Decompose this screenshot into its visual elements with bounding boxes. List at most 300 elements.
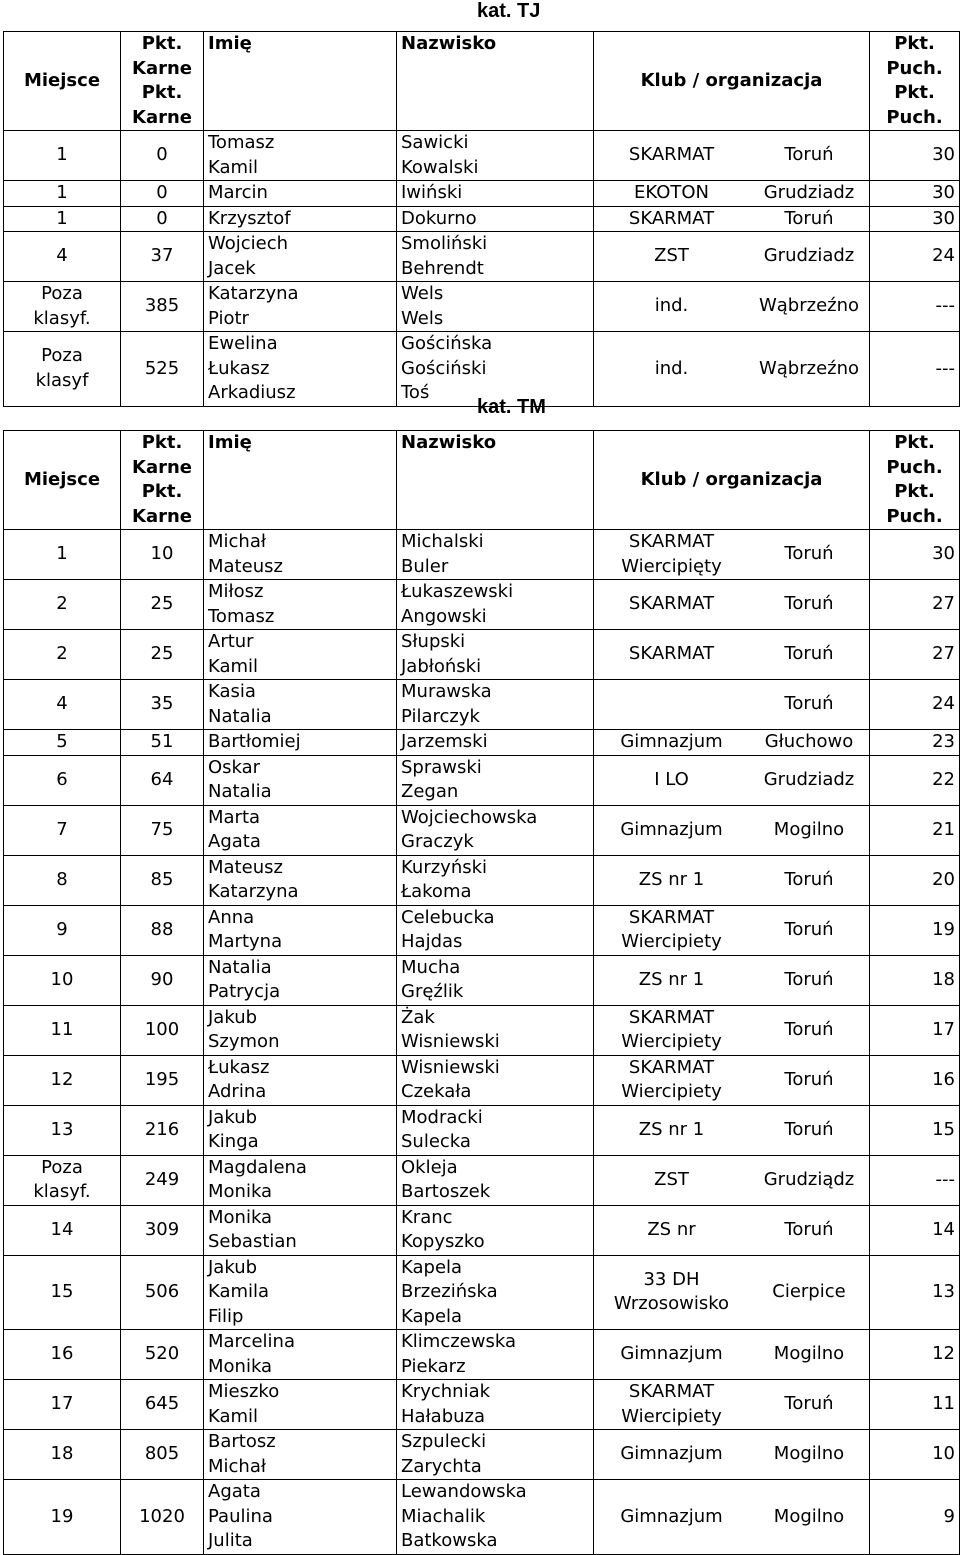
club-city: Toruń <box>784 1393 834 1415</box>
first-name-cell-line: Patrycja <box>208 981 281 1002</box>
first-name-cell-line: Kasia <box>208 681 256 702</box>
club-cell <box>594 805 870 855</box>
club-city: Głuchowo <box>764 731 854 752</box>
first-name-cell-line: Mateusz <box>208 555 283 577</box>
first-name-cell-line: Artur <box>208 631 254 652</box>
last-name-cell-line: Klimczewska <box>401 1331 516 1352</box>
club-name: SKARMAT <box>628 1381 715 1402</box>
club-cell <box>594 1330 870 1380</box>
place-cell-line: 12 <box>50 1068 74 1090</box>
last-name-cell-line: Mucha <box>401 956 461 978</box>
points-cell: 27 <box>870 580 960 630</box>
table-row <box>4 755 960 805</box>
club-name: Gimnazjum <box>620 1343 723 1365</box>
last-name-cell-line: Jabłoński <box>401 655 482 677</box>
last-name-cell-line: Toś <box>401 382 430 403</box>
place-cell <box>4 1005 121 1055</box>
club-name: SKARMAT <box>628 144 715 166</box>
table-row <box>4 1155 960 1205</box>
first-name-cell <box>204 206 397 232</box>
last-name-cell <box>397 680 594 730</box>
club-name: Wrzosowisko <box>613 1293 730 1315</box>
club-city: Toruń <box>784 918 834 940</box>
last-name-cell <box>397 1480 594 1555</box>
first-name-cell <box>204 181 397 207</box>
penalty-cell: 25 <box>121 630 204 680</box>
place-cell-line: Poza <box>41 1156 83 1178</box>
last-name-cell <box>397 206 594 232</box>
last-name-cell <box>397 805 594 855</box>
penalty-cell: 25 <box>121 580 204 630</box>
club-cell <box>594 1430 870 1480</box>
last-name-cell-line: Brzezińska <box>401 1281 498 1302</box>
club-cell <box>594 730 870 756</box>
first-name-cell-line: Piotr <box>208 307 249 329</box>
last-name-cell <box>397 905 594 955</box>
club-cell <box>594 131 870 181</box>
last-name-cell <box>397 1105 594 1155</box>
first-name-cell-line: Filip <box>208 1305 244 1327</box>
tm-title: kat. TM <box>477 396 546 418</box>
place-cell <box>4 1255 121 1330</box>
club-cell <box>594 680 870 730</box>
last-name-cell-line: Gręźlik <box>401 981 464 1002</box>
place-cell <box>4 1430 121 1480</box>
penalty-cell: 1020 <box>121 1480 204 1555</box>
place-cell <box>4 1480 121 1555</box>
col-header-first-name: Imię <box>204 431 397 530</box>
col-header-place: Miejsce <box>4 431 121 530</box>
first-name-cell <box>204 905 397 955</box>
col-header-club: Klub / organizacja <box>594 32 870 131</box>
club-name: Wiercipiety <box>621 1081 722 1102</box>
last-name-cell <box>397 1380 594 1430</box>
first-name-cell-line: Monika <box>208 1181 273 1202</box>
col-header-last-name: Nazwisko <box>397 431 594 530</box>
club-cell <box>594 1480 870 1555</box>
last-name-cell-line: Gościński <box>401 357 487 379</box>
first-name-cell <box>204 755 397 805</box>
place-cell-line: 1 <box>56 182 68 203</box>
place-cell <box>4 1105 121 1155</box>
club-name: Gimnazjum <box>620 731 723 752</box>
place-cell-line: 17 <box>50 1393 74 1415</box>
points-cell: 30 <box>870 206 960 232</box>
first-name-cell-line: Michał <box>208 531 266 552</box>
club-name: Wiercipięty <box>621 555 722 577</box>
first-name-cell-line: Marcelina <box>208 1331 295 1352</box>
penalty-cell: 64 <box>121 755 204 805</box>
place-cell <box>4 1205 121 1255</box>
points-cell: 24 <box>870 680 960 730</box>
first-name-cell-line: Sebastian <box>208 1231 297 1252</box>
club-city: Wąbrzeźno <box>758 295 860 317</box>
first-name-cell-line: Michał <box>208 1455 266 1477</box>
club-name: SKARMAT <box>628 1056 715 1078</box>
table-row <box>4 955 960 1005</box>
last-name-cell-line: Iwiński <box>401 182 463 203</box>
club-city: Wąbrzeźno <box>758 357 860 379</box>
tm-results-table <box>3 430 960 1555</box>
club-name: SKARMAT <box>628 593 715 615</box>
place-cell-line: 2 <box>56 593 68 615</box>
last-name-cell-line: Kapela <box>401 1256 463 1278</box>
first-name-cell-line: Natalia <box>208 956 272 978</box>
first-name-cell-line: Krzysztof <box>208 207 291 229</box>
last-name-cell-line: Kranc <box>401 1206 453 1228</box>
club-city: Toruń <box>784 643 834 665</box>
club-city: Mogilno <box>773 1343 845 1365</box>
last-name-cell-line: Sawicki <box>401 132 469 153</box>
last-name-cell <box>397 755 594 805</box>
place-cell-line: 2 <box>56 643 68 665</box>
club-name: SKARMAT <box>628 906 715 928</box>
table-row <box>4 530 960 580</box>
club-name: ZS nr 1 <box>638 868 705 890</box>
table-row <box>4 630 960 680</box>
club-cell <box>594 1055 870 1105</box>
club-cell <box>594 1155 870 1205</box>
club-city: Grudziądz <box>763 1168 855 1190</box>
club-name: Gimnazjum <box>620 1505 723 1527</box>
first-name-cell <box>204 580 397 630</box>
col-header-first-name: Imię <box>204 32 397 131</box>
club-city: Toruń <box>784 968 834 990</box>
col-header-penalty: Pkt. Karne Pkt. Karne <box>121 431 204 530</box>
place-cell <box>4 131 121 181</box>
first-name-cell-line: Martyna <box>208 931 283 952</box>
penalty-cell: 385 <box>121 282 204 332</box>
club-city: Toruń <box>784 868 834 890</box>
club-name: ZS nr 1 <box>638 968 705 990</box>
last-name-cell-line: Dokurno <box>401 207 477 229</box>
place-cell <box>4 1055 121 1105</box>
first-name-cell <box>204 1330 397 1380</box>
last-name-cell-line: Wisniewski <box>401 1056 500 1078</box>
col-header-club: Klub / organizacja <box>594 431 870 530</box>
points-cell: 15 <box>870 1105 960 1155</box>
last-name-cell-line: Kapela <box>401 1305 463 1327</box>
last-name-cell-line: Bartoszek <box>401 1181 491 1202</box>
club-city: Toruń <box>784 1218 834 1240</box>
points-cell: 27 <box>870 630 960 680</box>
last-name-cell <box>397 332 594 407</box>
first-name-cell <box>204 1005 397 1055</box>
club-cell <box>594 630 870 680</box>
table-row <box>4 282 960 332</box>
first-name-cell-line: Jakub <box>208 1106 258 1128</box>
club-cell <box>594 1005 870 1055</box>
first-name-cell-line: Oskar <box>208 756 261 778</box>
points-cell: 12 <box>870 1330 960 1380</box>
penalty-cell: 195 <box>121 1055 204 1105</box>
penalty-cell: 10 <box>121 530 204 580</box>
place-cell <box>4 680 121 730</box>
place-cell-line: klasyf. <box>33 307 91 329</box>
table-row <box>4 1055 960 1105</box>
first-name-cell-line: Monika <box>208 1206 273 1228</box>
place-cell-line: 1 <box>56 543 68 565</box>
last-name-cell <box>397 955 594 1005</box>
table-row <box>4 805 960 855</box>
table-row <box>4 181 960 207</box>
first-name-cell <box>204 630 397 680</box>
last-name-cell-line: Okleja <box>401 1156 458 1178</box>
last-name-cell-line: Kopyszko <box>401 1231 485 1252</box>
place-cell <box>4 181 121 207</box>
club-city: Toruń <box>784 144 834 166</box>
penalty-cell: 309 <box>121 1205 204 1255</box>
last-name-cell-line: Sprawski <box>401 756 482 778</box>
table-row <box>4 1105 960 1155</box>
penalty-cell: 805 <box>121 1430 204 1480</box>
club-cell <box>594 530 870 580</box>
club-city: Grudziadz <box>763 182 855 203</box>
first-name-cell <box>204 1430 397 1480</box>
place-cell-line: 1 <box>56 207 68 229</box>
points-cell: --- <box>870 332 960 407</box>
last-name-cell-line: Czekała <box>401 1081 472 1102</box>
table-row <box>4 1380 960 1430</box>
tj-title: kat. TJ <box>477 0 541 22</box>
points-cell: 20 <box>870 855 960 905</box>
first-name-cell <box>204 855 397 905</box>
last-name-cell-line: Zarychta <box>401 1455 482 1477</box>
last-name-cell <box>397 730 594 756</box>
last-name-cell-line: Miachalik <box>401 1505 486 1527</box>
first-name-cell <box>204 730 397 756</box>
first-name-cell-line: Mieszko <box>208 1381 280 1402</box>
place-cell <box>4 755 121 805</box>
table-row <box>4 680 960 730</box>
first-name-cell-line: Łukasz <box>208 357 270 379</box>
last-name-cell-line: Jarzemski <box>401 731 488 752</box>
last-name-cell-line: Żak <box>401 1006 435 1028</box>
first-name-cell-line: Agata <box>208 831 261 852</box>
last-name-cell-line: Szpulecki <box>401 1431 487 1452</box>
last-name-cell-line: Hajdas <box>401 931 463 952</box>
first-name-cell <box>204 805 397 855</box>
club-city: Toruń <box>784 1018 834 1040</box>
col-header-place: Miejsce <box>4 32 121 131</box>
place-cell <box>4 905 121 955</box>
penalty-cell: 216 <box>121 1105 204 1155</box>
club-city: Toruń <box>784 1068 834 1090</box>
place-cell <box>4 1330 121 1380</box>
first-name-cell-line: Kinga <box>208 1131 259 1152</box>
first-name-cell <box>204 1155 397 1205</box>
table-row <box>4 131 960 181</box>
club-name: ind. <box>654 295 689 317</box>
club-city: Grudziadz <box>763 768 855 790</box>
first-name-cell-line: Jakub <box>208 1006 258 1028</box>
club-name: SKARMAT <box>628 531 715 552</box>
club-name: ZST <box>654 245 689 267</box>
first-name-cell <box>204 1255 397 1330</box>
points-cell: 14 <box>870 1205 960 1255</box>
points-cell: 30 <box>870 181 960 207</box>
place-cell-line: 8 <box>56 868 68 890</box>
club-name: Wiercipiety <box>621 931 722 952</box>
last-name-cell <box>397 1255 594 1330</box>
table-row <box>4 905 960 955</box>
last-name-cell-line: Łakoma <box>401 881 472 902</box>
first-name-cell-line: Kamila <box>208 1281 270 1302</box>
last-name-cell <box>397 232 594 282</box>
place-cell-line: 11 <box>50 1018 74 1040</box>
last-name-cell-line: Wojciechowska <box>401 806 538 828</box>
place-cell-line: 6 <box>56 768 68 790</box>
last-name-cell-line: Zegan <box>401 781 459 802</box>
first-name-cell-line: Natalia <box>208 781 272 802</box>
place-cell <box>4 1380 121 1430</box>
place-cell-line: 16 <box>50 1343 74 1365</box>
last-name-cell <box>397 181 594 207</box>
table-row <box>4 580 960 630</box>
last-name-cell-line: Wels <box>401 283 444 304</box>
last-name-cell-line: Lewandowska <box>401 1481 527 1502</box>
first-name-cell <box>204 232 397 282</box>
first-name-cell-line: Szymon <box>208 1031 280 1052</box>
first-name-cell-line: Katarzyna <box>208 283 299 304</box>
last-name-cell-line: Hałabuza <box>401 1405 486 1427</box>
first-name-cell-line: Kamil <box>208 655 259 677</box>
place-cell-line: 13 <box>50 1118 74 1140</box>
tj-results-table <box>3 31 960 407</box>
first-name-cell-line: Kamil <box>208 1405 259 1427</box>
penalty-cell: 506 <box>121 1255 204 1330</box>
last-name-cell <box>397 855 594 905</box>
first-name-cell <box>204 131 397 181</box>
club-cell <box>594 580 870 630</box>
club-name: ZS nr 1 <box>638 1118 705 1140</box>
place-cell-line: Poza <box>41 345 83 367</box>
last-name-cell-line: Wels <box>401 307 444 329</box>
last-name-cell <box>397 282 594 332</box>
club-cell <box>594 955 870 1005</box>
first-name-cell-line: Marta <box>208 806 261 828</box>
place-cell <box>4 1155 121 1205</box>
club-name: ZST <box>654 1168 689 1190</box>
club-name: SKARMAT <box>628 1006 715 1028</box>
club-name: ind. <box>654 357 689 379</box>
penalty-cell: 88 <box>121 905 204 955</box>
first-name-cell-line: Bartłomiej <box>208 731 301 752</box>
club-cell <box>594 1205 870 1255</box>
last-name-cell <box>397 131 594 181</box>
last-name-cell-line: Graczyk <box>401 831 474 852</box>
place-cell-line: 10 <box>50 968 74 990</box>
club-city: Cierpice <box>772 1281 846 1302</box>
last-name-cell <box>397 1005 594 1055</box>
last-name-cell-line: Kowalski <box>401 156 479 178</box>
first-name-cell-line: Tomasz <box>208 605 275 627</box>
club-cell <box>594 181 870 207</box>
club-name: Gimnazjum <box>620 1443 723 1465</box>
first-name-cell-line: Adrina <box>208 1081 267 1102</box>
place-cell-line: Poza <box>41 283 83 304</box>
col-header-points: Pkt. Puch. Pkt. Puch. <box>870 431 960 530</box>
points-cell: 10 <box>870 1430 960 1480</box>
last-name-cell <box>397 1330 594 1380</box>
first-name-cell-line: Anna <box>208 906 255 928</box>
penalty-cell: 90 <box>121 955 204 1005</box>
last-name-cell-line: Batkowska <box>401 1530 498 1551</box>
penalty-cell: 75 <box>121 805 204 855</box>
first-name-cell-line: Natalia <box>208 705 272 727</box>
table-row <box>4 730 960 756</box>
first-name-cell <box>204 680 397 730</box>
first-name-cell-line: Ewelina <box>208 333 278 354</box>
last-name-cell <box>397 630 594 680</box>
club-city: Toruń <box>784 693 834 715</box>
last-name-cell <box>397 530 594 580</box>
place-cell-line: 4 <box>56 245 68 267</box>
club-city: Toruń <box>784 1118 834 1140</box>
last-name-cell-line: Pilarczyk <box>401 705 480 727</box>
last-name-cell-line: Behrendt <box>401 257 484 279</box>
club-cell <box>594 1380 870 1430</box>
place-cell-line: 14 <box>50 1218 74 1240</box>
points-cell: 16 <box>870 1055 960 1105</box>
club-city: Mogilno <box>773 1505 845 1527</box>
header-row <box>4 32 960 131</box>
place-cell <box>4 805 121 855</box>
table-row <box>4 1330 960 1380</box>
club-cell <box>594 755 870 805</box>
place-cell-line: klasyf. <box>33 1181 91 1202</box>
club-city: Toruń <box>784 543 834 565</box>
table-row <box>4 232 960 282</box>
club-city: Mogilno <box>773 818 845 840</box>
penalty-cell: 249 <box>121 1155 204 1205</box>
place-cell <box>4 332 121 407</box>
last-name-cell-line: Buler <box>401 555 449 577</box>
points-cell: 30 <box>870 530 960 580</box>
first-name-cell-line: Mateusz <box>208 856 283 878</box>
last-name-cell-line: Michalski <box>401 531 484 552</box>
points-cell: 11 <box>870 1380 960 1430</box>
place-cell <box>4 206 121 232</box>
club-cell <box>594 206 870 232</box>
first-name-cell-line: Miłosz <box>208 581 264 602</box>
place-cell-line: 9 <box>56 918 68 940</box>
points-cell: 9 <box>870 1480 960 1555</box>
first-name-cell <box>204 332 397 407</box>
first-name-cell-line: Monika <box>208 1355 273 1377</box>
last-name-cell-line: Piekarz <box>401 1355 466 1377</box>
last-name-cell-line: Krychniak <box>401 1381 491 1402</box>
first-name-cell-line: Arkadiusz <box>208 382 296 403</box>
club-city: Mogilno <box>773 1443 845 1465</box>
first-name-cell <box>204 1205 397 1255</box>
points-cell: 17 <box>870 1005 960 1055</box>
penalty-cell: 37 <box>121 232 204 282</box>
first-name-cell <box>204 1105 397 1155</box>
place-cell-line: 1 <box>56 144 68 166</box>
place-cell <box>4 232 121 282</box>
club-name: I LO <box>654 768 689 790</box>
place-cell-line: 18 <box>50 1443 74 1465</box>
place-cell-line: 4 <box>56 693 68 715</box>
club-name: Wiercipiety <box>621 1405 722 1427</box>
penalty-cell: 51 <box>121 730 204 756</box>
points-cell: 24 <box>870 232 960 282</box>
first-name-cell-line: Katarzyna <box>208 881 299 902</box>
points-cell: 19 <box>870 905 960 955</box>
club-cell <box>594 332 870 407</box>
club-name: ZS nr <box>647 1218 696 1240</box>
